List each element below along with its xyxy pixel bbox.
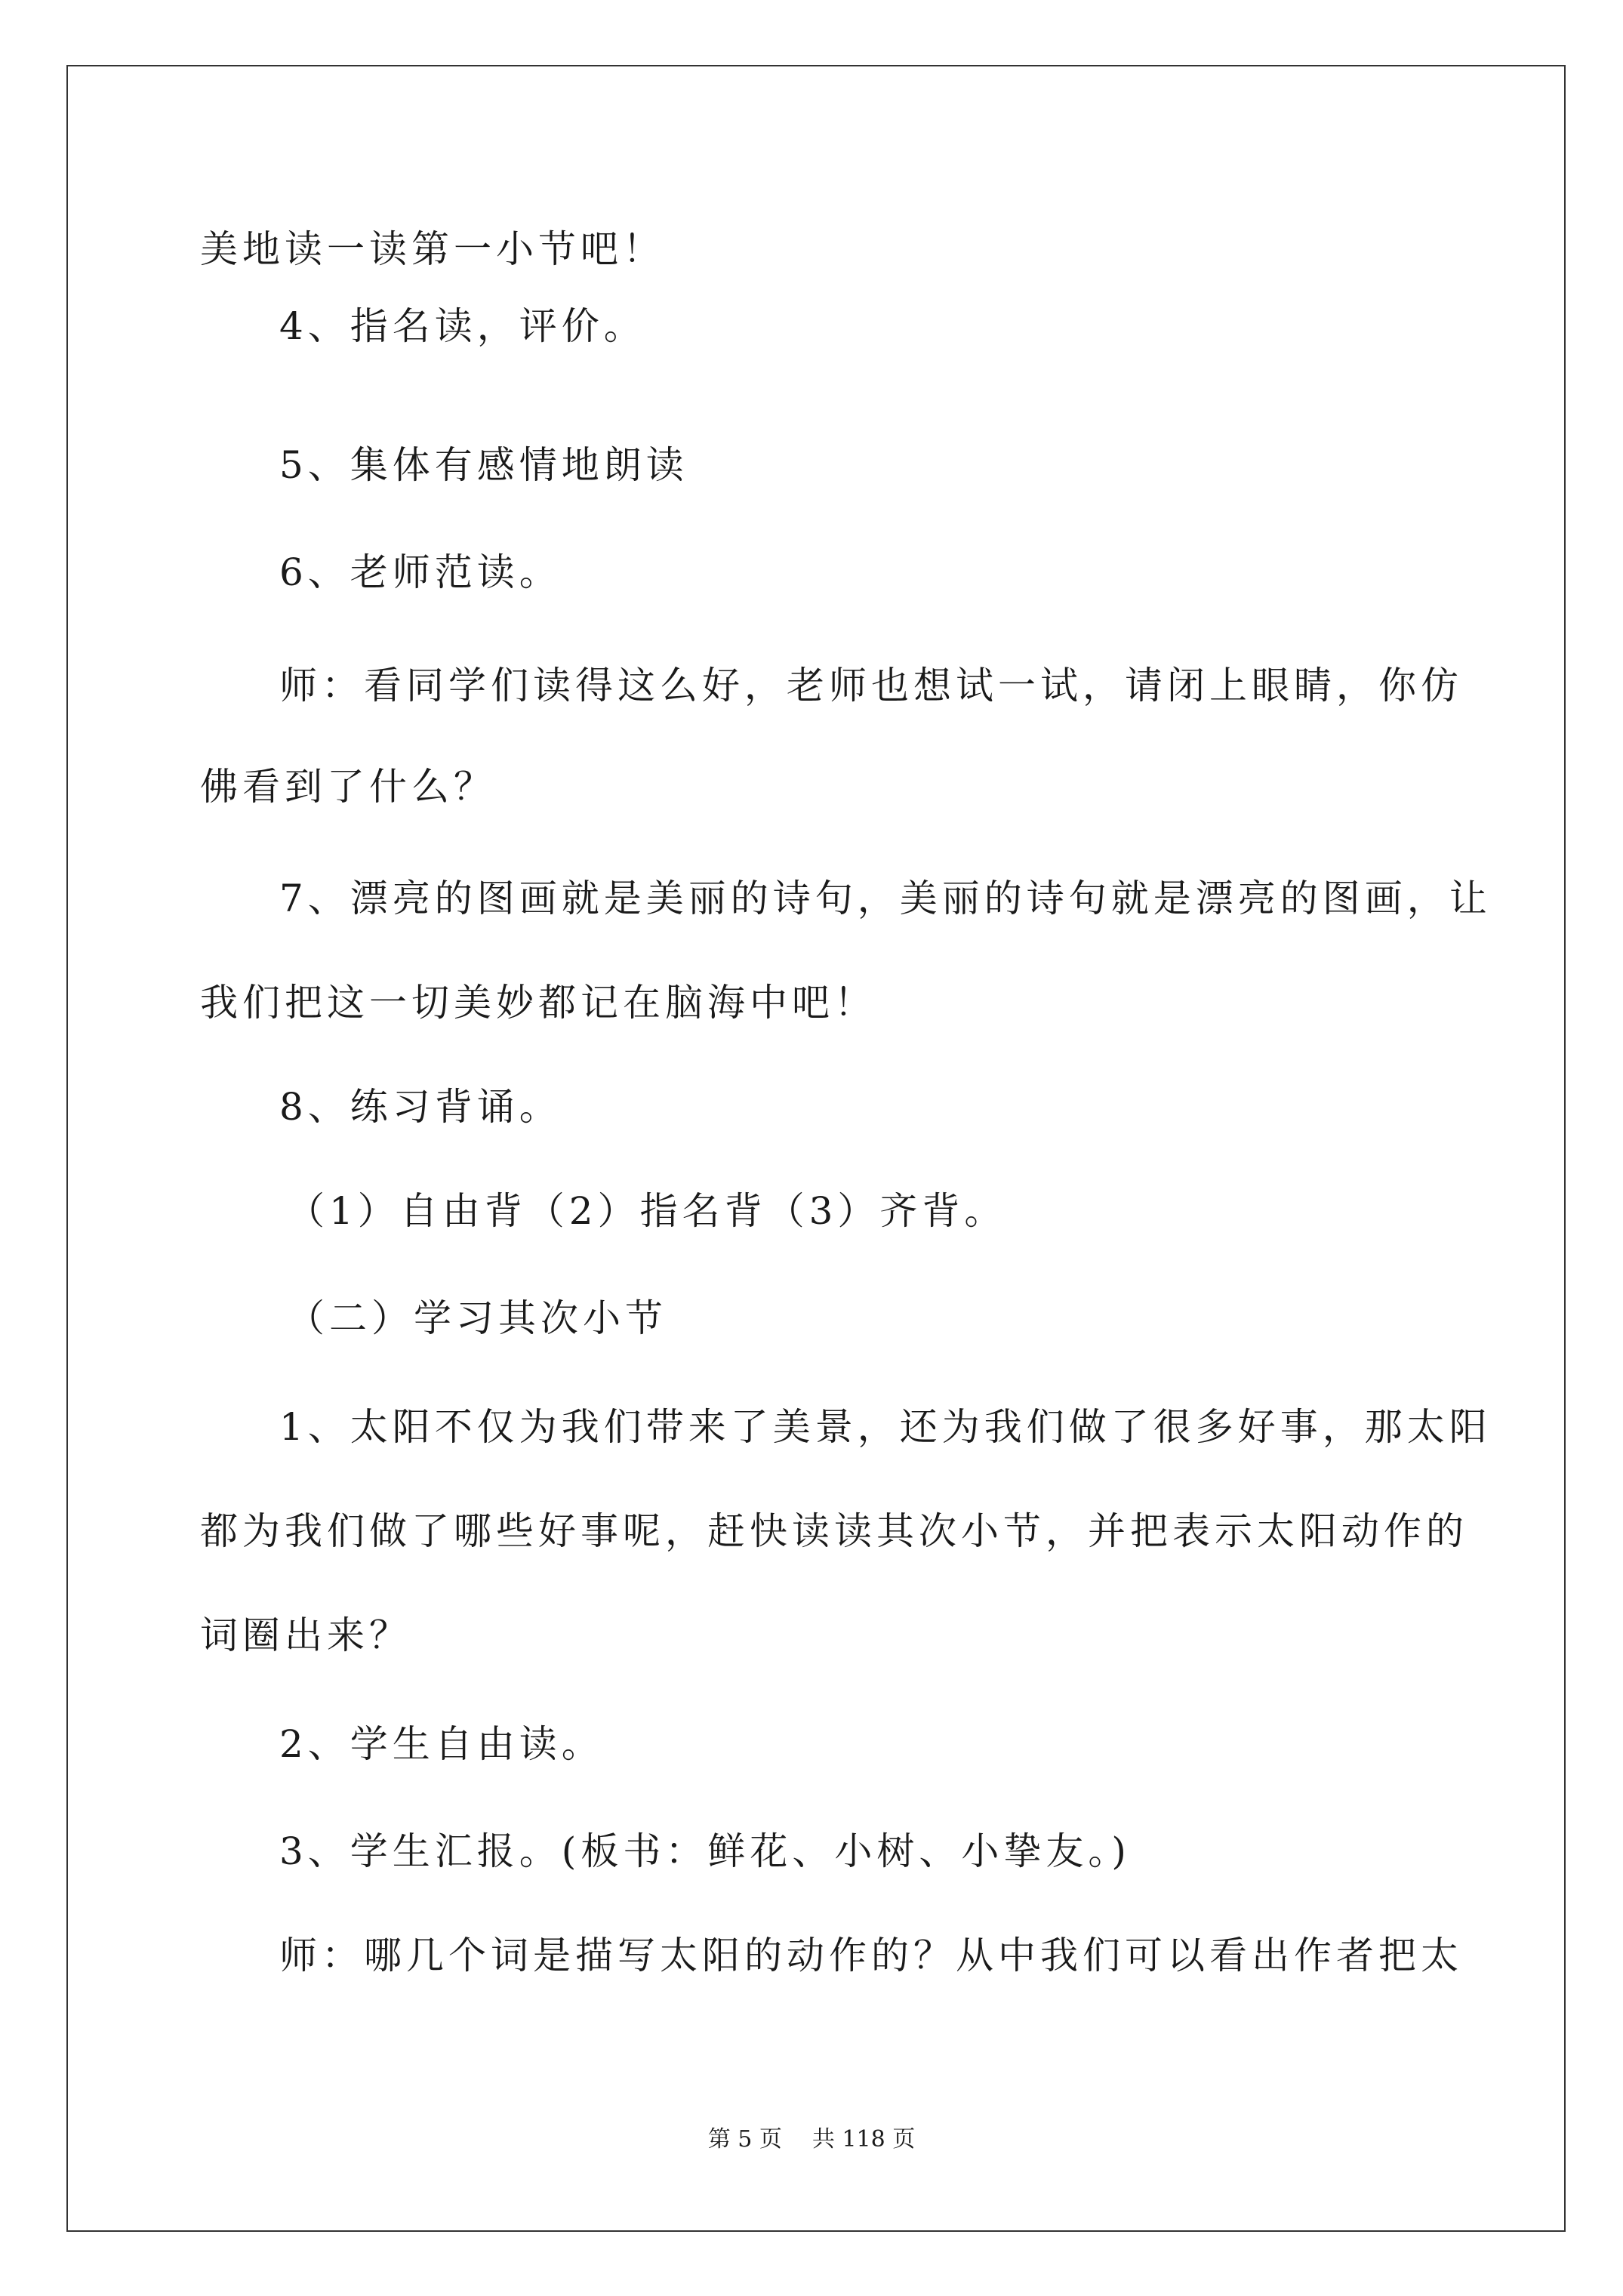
paragraph-line: 7、漂亮的图画就是美丽的诗句，美丽的诗句就是漂亮的图画，让 bbox=[279, 877, 1492, 920]
page-border bbox=[66, 65, 1566, 2232]
paragraph-line: 都为我们做了哪些好事呢，赶快读读其次小节，并把表示太阳动作的 bbox=[200, 1509, 1468, 1553]
paragraph-line: 词圈出来？ bbox=[200, 1613, 411, 1657]
paragraph-line: 6、老师范读。 bbox=[279, 550, 562, 594]
paragraph-line: 佛看到了什么？ bbox=[200, 765, 496, 809]
paragraph-line: 4、指名读，评价。 bbox=[279, 304, 646, 348]
paragraph-line: 3、学生汇报。(板书：鲜花、小树、小挚友。) bbox=[279, 1829, 1131, 1873]
page-footer bbox=[0, 2125, 1623, 2155]
paragraph-line: 2、学生自由读。 bbox=[279, 1722, 604, 1766]
paragraph-line: （1）自由背（2）指名背（3）齐背。 bbox=[287, 1189, 1007, 1233]
paragraph-line: 1、太阳不仅为我们带来了美景，还为我们做了很多好事，那太阳 bbox=[279, 1405, 1492, 1449]
total-pages: 共 118 页 bbox=[812, 2126, 916, 2153]
paragraph-line: （二）学习其次小节 bbox=[287, 1296, 667, 1340]
paragraph-line: 8、练习背诵。 bbox=[279, 1085, 562, 1129]
paragraph-line: 我们把这一切美妙都记在脑海中吧！ bbox=[200, 981, 876, 1025]
paragraph-line: 美地读一读第一小节吧！ bbox=[200, 227, 665, 271]
page-number: 第 5 页 bbox=[707, 2126, 782, 2153]
paragraph-line: 师：看同学们读得这么好，老师也想试一试，请闭上眼睛，你仿 bbox=[279, 664, 1463, 707]
paragraph-line: 5、集体有感情地朗读 bbox=[279, 443, 688, 487]
paragraph-line: 师：哪几个词是描写太阳的动作的？从中我们可以看出作者把太 bbox=[279, 1934, 1463, 1977]
